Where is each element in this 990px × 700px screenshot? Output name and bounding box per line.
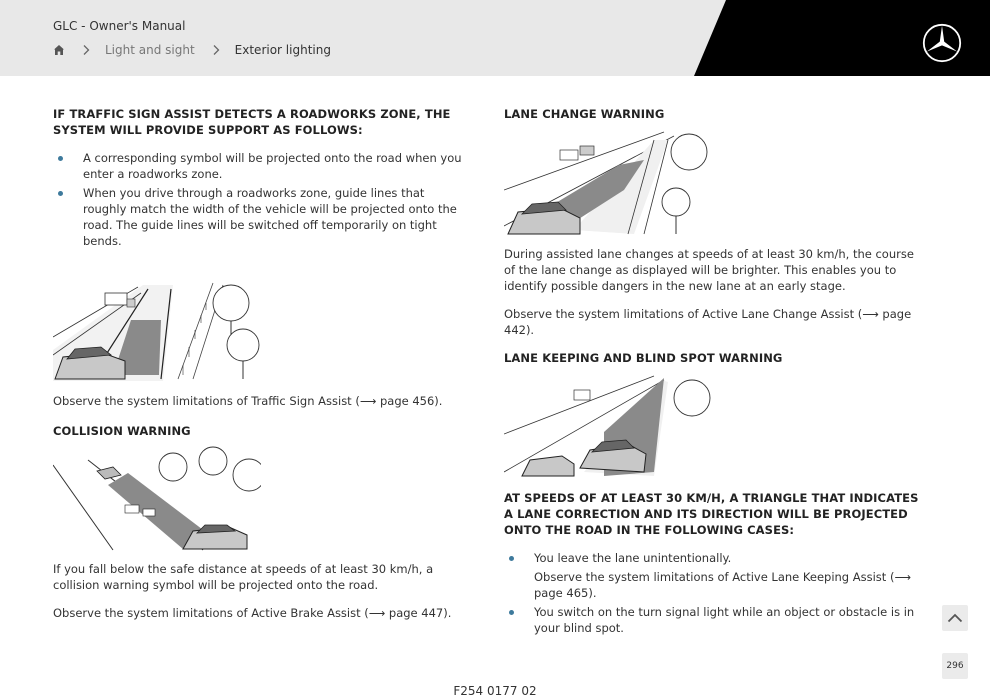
lane-keeping-speeds-heading: AT SPEEDS OF AT LEAST 30 KM/H, A TRIANGLE THAT INDICATES A LANE CORRECTION AND ITS DIRECTION WILL BE PROJECTED ONTO THE ROAD IN THE FOLLOWING CASES: [504, 491, 919, 537]
lane-change-heading: LANE CHANGE WARNING [504, 107, 665, 121]
roadworks-bullet-list [53, 150, 468, 249]
list-item: You switch on the turn signal light while an object or obstacle is in your blind spot. [504, 604, 919, 636]
breadcrumb-item-exterior-lighting: Exterior lighting [234, 43, 331, 57]
mercedes-star-icon [922, 23, 962, 63]
chevron-up-icon [947, 613, 963, 623]
lane-change-illustration [504, 130, 712, 236]
lane-keeping-bullet-list [504, 550, 919, 636]
right-column [504, 106, 919, 636]
app-title: GLC - Owner's Manual [53, 19, 186, 33]
collision-text: If you fall below the safe distance at speeds of at least 30 km/h, a collision warning symbol will be projected onto the road. [53, 562, 434, 592]
bullet-dot-icon [509, 610, 514, 615]
lane-change-text: During assisted lane changes at speeds of at least 30 km/h, the course of the lane change as displayed will be brighter. This enables you to identify possible dangers in the new lane at an early stage. [504, 247, 914, 293]
lane-change-observe-text: Observe the system limitations of Active Lane Change Assist (⟶ page 442). [504, 307, 912, 337]
breadcrumb [53, 42, 331, 58]
roadworks-illustration [53, 275, 261, 381]
left-column [53, 106, 468, 621]
collision-warning-illustration [53, 445, 261, 551]
chevron-right-icon [82, 44, 90, 56]
chevron-right-icon [212, 44, 220, 56]
lane-keeping-illustration [504, 372, 712, 478]
roadworks-observe-text: Observe the system limitations of Traffic Sign Assist (⟶ page 456). [53, 394, 443, 408]
figure-code: F254 0177 02 [453, 684, 537, 698]
bullet-dot-icon [509, 556, 514, 561]
list-item: When you drive through a roadworks zone, guide lines that roughly match the width of the vehicle will be projected onto the road. The guide lines will be switched off temporarily on tight bends. [53, 185, 468, 249]
scroll-to-top-button[interactable] [942, 605, 968, 631]
list-item: You leave the lane unintentionally. Observe the system limitations of Active Lane Keeping Assist (⟶ page 465). [504, 550, 919, 601]
collision-observe-text: Observe the system limitations of Active Brake Assist (⟶ page 447). [53, 606, 452, 620]
page-number-button[interactable]: 296 [942, 653, 968, 679]
collision-heading: COLLISION WARNING [53, 424, 191, 438]
lane-keeping-heading: LANE KEEPING AND BLIND SPOT WARNING [504, 351, 783, 365]
home-icon[interactable] [53, 44, 65, 56]
lane-keeping-observe-text: Observe the system limitations of Active Lane Keeping Assist (⟶ page 465). [534, 570, 911, 600]
bullet-dot-icon [58, 156, 63, 161]
list-item: A corresponding symbol will be projected onto the road when you enter a roadworks zone. [53, 150, 468, 182]
breadcrumb-item-light-and-sight[interactable]: Light and sight [105, 43, 195, 57]
bullet-dot-icon [58, 191, 63, 196]
roadworks-heading: IF TRAFFIC SIGN ASSIST DETECTS A ROADWORKS ZONE, THE SYSTEM WILL PROVIDE SUPPORT AS FOLLOWS: [53, 107, 451, 137]
